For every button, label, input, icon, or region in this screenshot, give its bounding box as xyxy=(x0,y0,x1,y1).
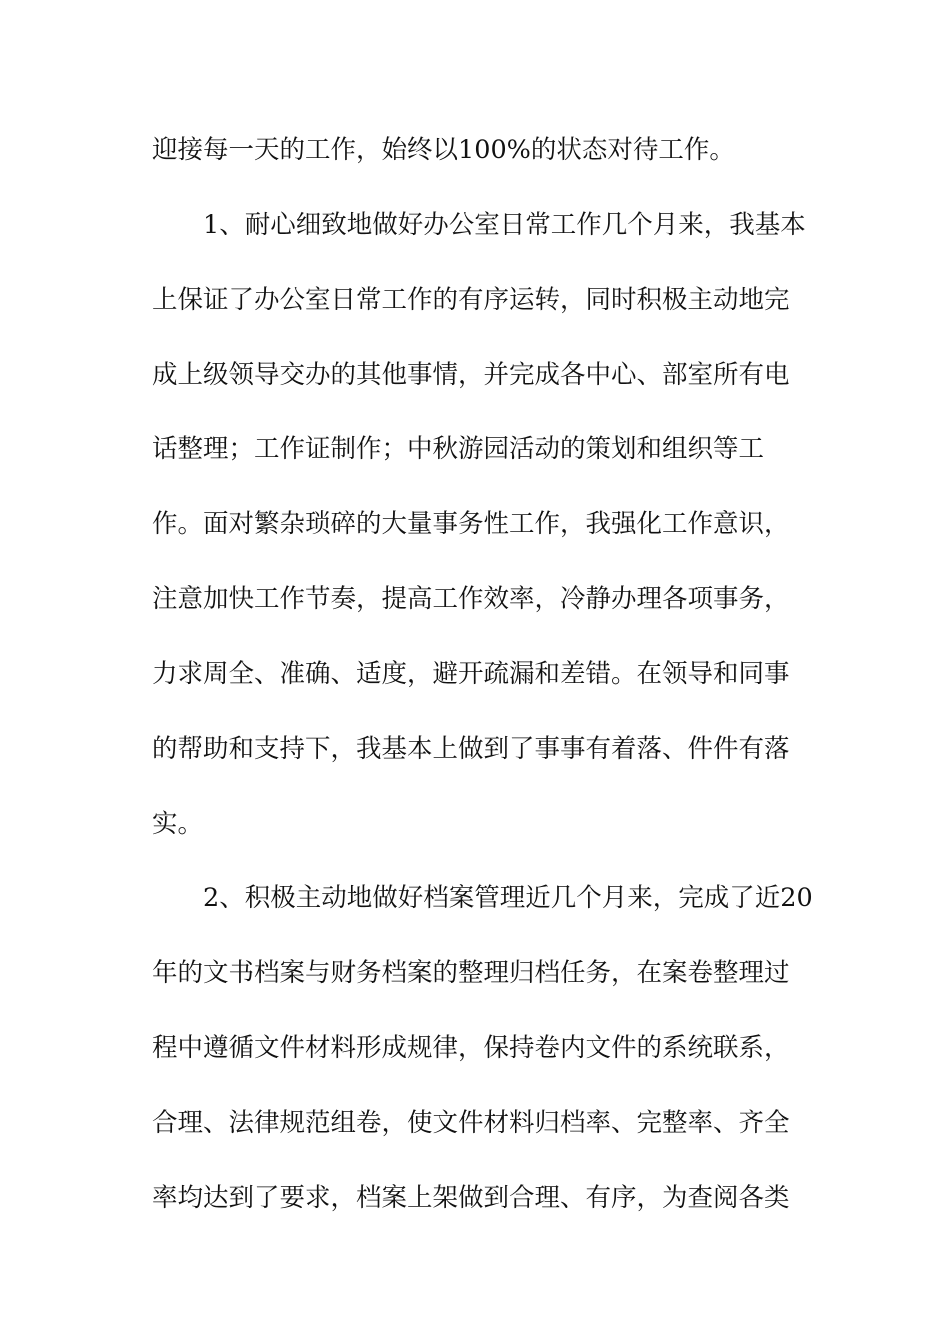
text-line: 程中遵循文件材料形成规律，保持卷内文件的系统联系， xyxy=(152,1033,790,1063)
text-line: 年的文书档案与财务档案的整理归档任务，在案卷整理过 xyxy=(152,958,790,988)
text-line: 注意加快工作节奏，提高工作效率，冷静办理各项事务， xyxy=(152,584,790,614)
text-line: 作。面对繁杂琐碎的大量事务性工作，我强化工作意识， xyxy=(152,509,790,539)
text-line: 实。 xyxy=(152,809,204,839)
paragraph-1-first-line: 1、耐心细致地做好办公室日常工作几个月来，我基本 xyxy=(203,210,806,240)
text-line: 上保证了办公室日常工作的有序运转，同时积极主动地完 xyxy=(152,285,790,315)
paragraph-2-first-line: 2、积极主动地做好档案管理近几个月来，完成了近20 xyxy=(203,883,813,913)
text-line: 合理、法律规范组卷，使文件材料归档率、完整率、齐全 xyxy=(152,1108,790,1138)
text-line: 力求周全、准确、适度，避开疏漏和差错。在领导和同事 xyxy=(152,659,790,689)
text-line: 成上级领导交办的其他事情，并完成各中心、部室所有电 xyxy=(152,360,790,390)
text-line: 的帮助和支持下，我基本上做到了事事有着落、件件有落 xyxy=(152,734,790,764)
text-line: 话整理；工作证制作；中秋游园活动的策划和组织等工 xyxy=(152,434,765,464)
text-line: 率均达到了要求，档案上架做到合理、有序，为查阅各类 xyxy=(152,1183,790,1213)
text-line: 迎接每一天的工作，始终以100%的状态对待工作。 xyxy=(152,135,735,165)
